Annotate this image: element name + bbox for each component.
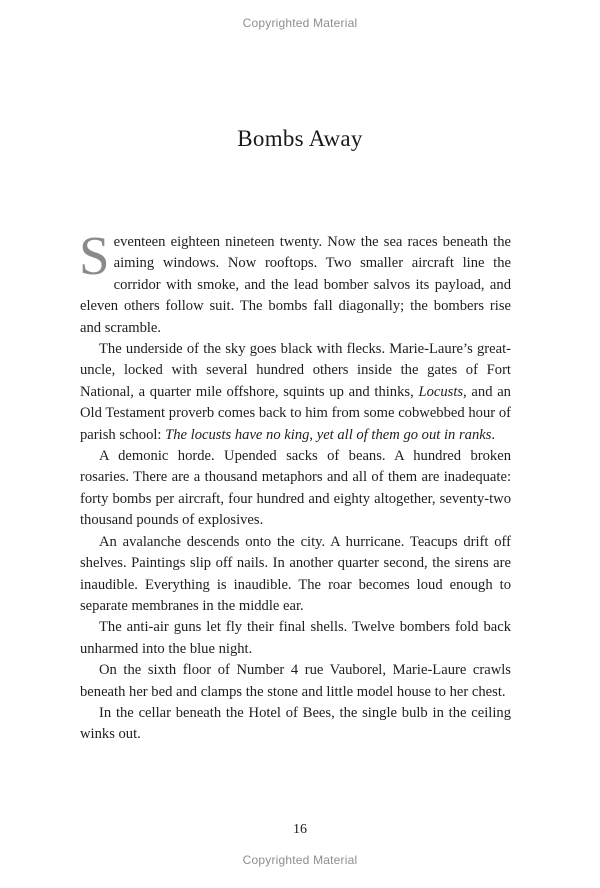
paragraph-2-italic-proverb: The locusts have no king, yet all of them go out in ranks: [165, 426, 492, 443]
paragraph-1: [79, 225, 511, 339]
chapter-title: Bombs Away: [237, 126, 363, 151]
copyright-watermark-top: Copyrighted Material: [242, 16, 358, 30]
paragraph-6: On the sixth floor of Number 4 rue Vauborel, Marie-Laure crawls beneath her bed and clamps the stone and little model house to her chest.: [80, 662, 511, 700]
chapter-body: [79, 225, 511, 746]
paragraph-1-text: eventeen eighteen nineteen twenty. Now the sea races beneath the aiming windows. Now rooftops. Two smaller aircraft line the corridor with smoke, and the lead bomber salvos its payload, and eleven others follow suit. The bombs fall diagonally; the bombers rise and scramble.: [80, 234, 511, 336]
paragraph-4: An avalanche descends onto the city. A hurricane. Teacups drift off shelves. Paintings slip off nails. In another quarter second, the sirens are inaudible. Everything is inaudible. The roar becomes loud enough to separate membranes in the middle ear.: [80, 533, 511, 614]
paragraph-2: [80, 339, 511, 446]
paragraph-3: A demonic horde. Upended sacks of beans. A hundred broken rosaries. There are a thousand metaphors and all of them are inadequate: forty bombs per aircraft, four hundred and eighty altogether, seventy-two thousand pounds of explosives.: [80, 448, 511, 529]
paragraph-5: The anti-air guns let fly their final shells. Twelve bombers fold back unharmed into the blue night.: [80, 619, 511, 657]
paragraph-2-italic-locusts: Locusts,: [418, 383, 467, 400]
paragraph-2-text-middle: and an Old Testament proverb comes back to him from some cobwebbed hour of parish school:: [80, 383, 511, 443]
paragraph-2-text-before: The underside of the sky goes black with flecks. Marie-Laure’s great-uncle, locked with several hundred others inside the gates of Fort National, a quarter mile offshore, squints up and thinks,: [80, 341, 511, 400]
drop-cap: S: [79, 225, 110, 286]
paragraph-2-text-after: .: [491, 426, 496, 443]
copyright-watermark-bottom: Copyrighted Material: [242, 853, 358, 867]
page-number: 16: [293, 822, 307, 837]
paragraph-7: In the cellar beneath the Hotel of Bees, the single bulb in the ceiling winks out.: [80, 704, 511, 743]
